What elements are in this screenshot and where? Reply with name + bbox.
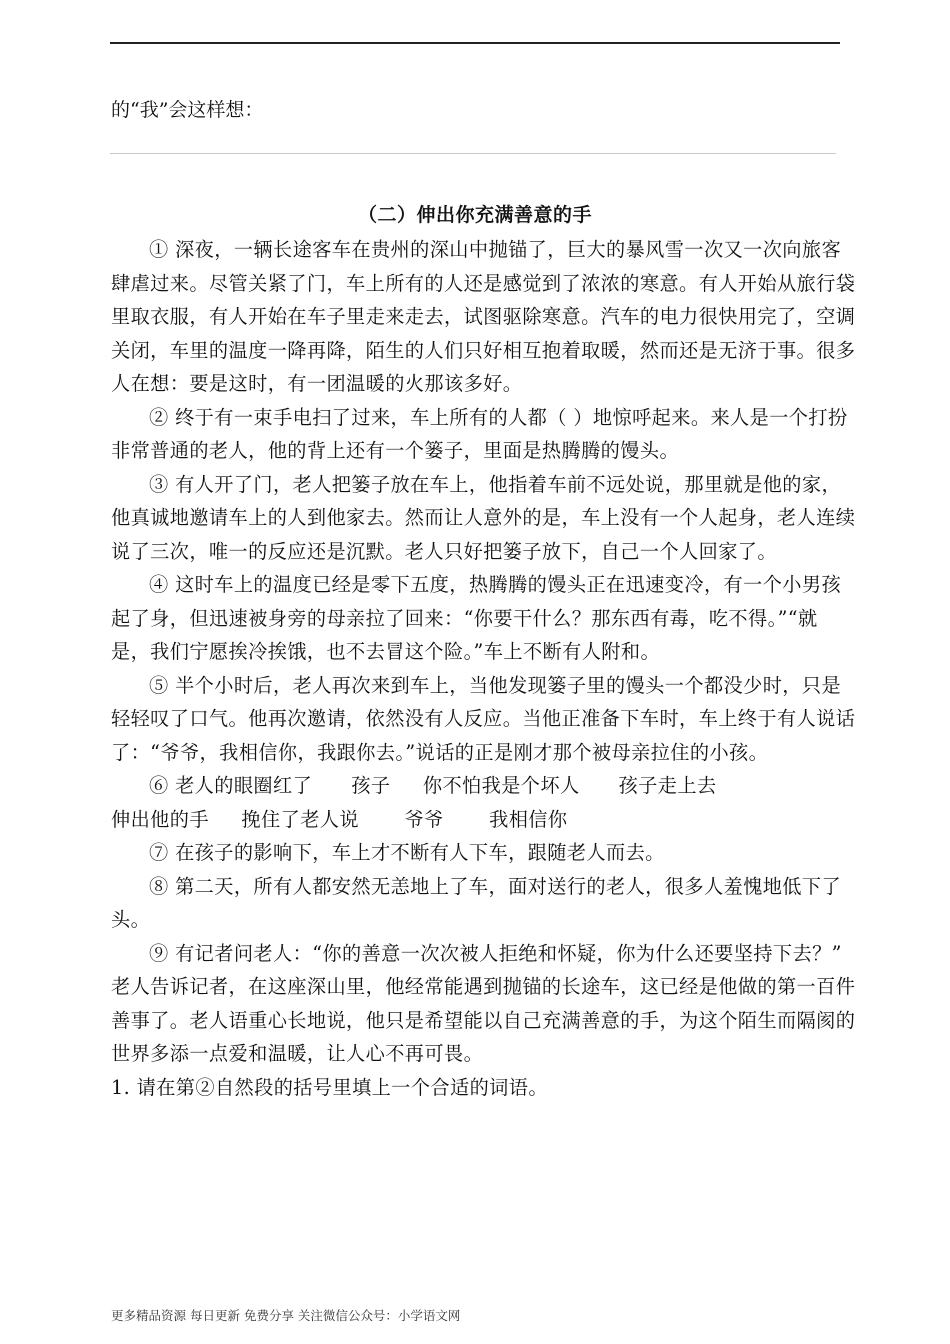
question-1: 1. 请在第②自然段的括号里填上一个合适的词语。 [111,1075,548,1099]
paragraph-3: ③ 有人开了门，老人把篓子放在车上，他指着车前不远处说，那里就是他的家，他真诚地邀请车上的人到他家去。然而让人意外的是，车上没有一个人起身，老人连续说了三次，唯一的反应还是沉默。老人只好把篓子放下，自己一个人回家了。 [111,472,856,563]
intro-text: 的“我”会这样想： [111,99,264,121]
top-divider [110,42,840,44]
paragraph-1: ① 深夜，一辆长途客车在贵州的深山中抛锚了，巨大的暴风雪一次又一次向旅客肆虐过来。尽管关紧了门，车上所有的人还是感觉到了浓浓的寒意。有人开始从旅行袋里取衣服，有人开始在车子里走来走去，试图驱除寒意。汽车的电力很快用完了，空调关闭，车里的温度一降再降，陌生的人们只好相互抱着取暖，然而还是无济于事。很多人在想：要是这时，有一团温暖的火那该多好。 [111,238,856,395]
paragraph-5: ⑤ 半个小时后，老人再次来到车上，当他发现篓子里的馒头一个都没少时，只是轻轻叹了口气。他再次邀请，依然没有人反应。当他正准备下车时，车上终于有人说话了：“爷爷，我相信你，我跟你去。”说话的正是刚才那个被母亲拉住的小孩。 [111,673,856,764]
paragraph-2: ② 终于有一束手电扫了过来，车上所有的人都（ ）地惊呼起来。来人是一个打扮非常普通的老人，他的背上还有一个篓子，里面是热腾腾的馒头。 [111,405,848,462]
paragraph-6-line-2: 伸出他的手 挽住了老人说 爷爷 我相信你 [111,807,568,831]
footer-note: 更多精品资源 每日更新 免费分享 关注微信公众号：小学语文网 [111,1308,461,1323]
paragraph-4: ④ 这时车上的温度已经是零下五度，热腾腾的馒头正在迅速变冷，有一个小男孩起了身，但迅速被身旁的母亲拉了回来：“你要干什么？那东西有毒，吃不得。”“就是，我们宁愿挨冷挨饿，也不去冒这个险。”车上不断有人附和。 [111,573,842,663]
article-body [111,233,856,1104]
paragraph-9: ⑨ 有记者问老人：“你的善意一次次被人拒绝和怀疑，你为什么还要坚持下去？” 老人告诉记者，在这座深山里，他经常能遇到抛锚的长途车，这已经是他做的第一百件善事了。老人语重心长地说，他只是希望能以自己充满善意的手，为这个陌生而隔阂的世界多添一点爱和温暖，让人心不再可畏。 [111,941,856,1065]
answer-blank-line [110,153,836,154]
paragraph-7: ⑦ 在孩子的影响下，车上才不断有人下车，跟随老人而去。 [149,841,665,864]
article-title: （二）伸出你充满善意的手 [357,204,592,226]
paragraph-8: ⑧ 第二天，所有人都安然无恙地上了车，面对送行的老人，很多人羞愧地低下了头。 [111,874,842,931]
paragraph-6-line-1: ⑥ 老人的眼圈红了 孩子 你不怕我是个坏人 孩子走上去 [149,774,717,797]
